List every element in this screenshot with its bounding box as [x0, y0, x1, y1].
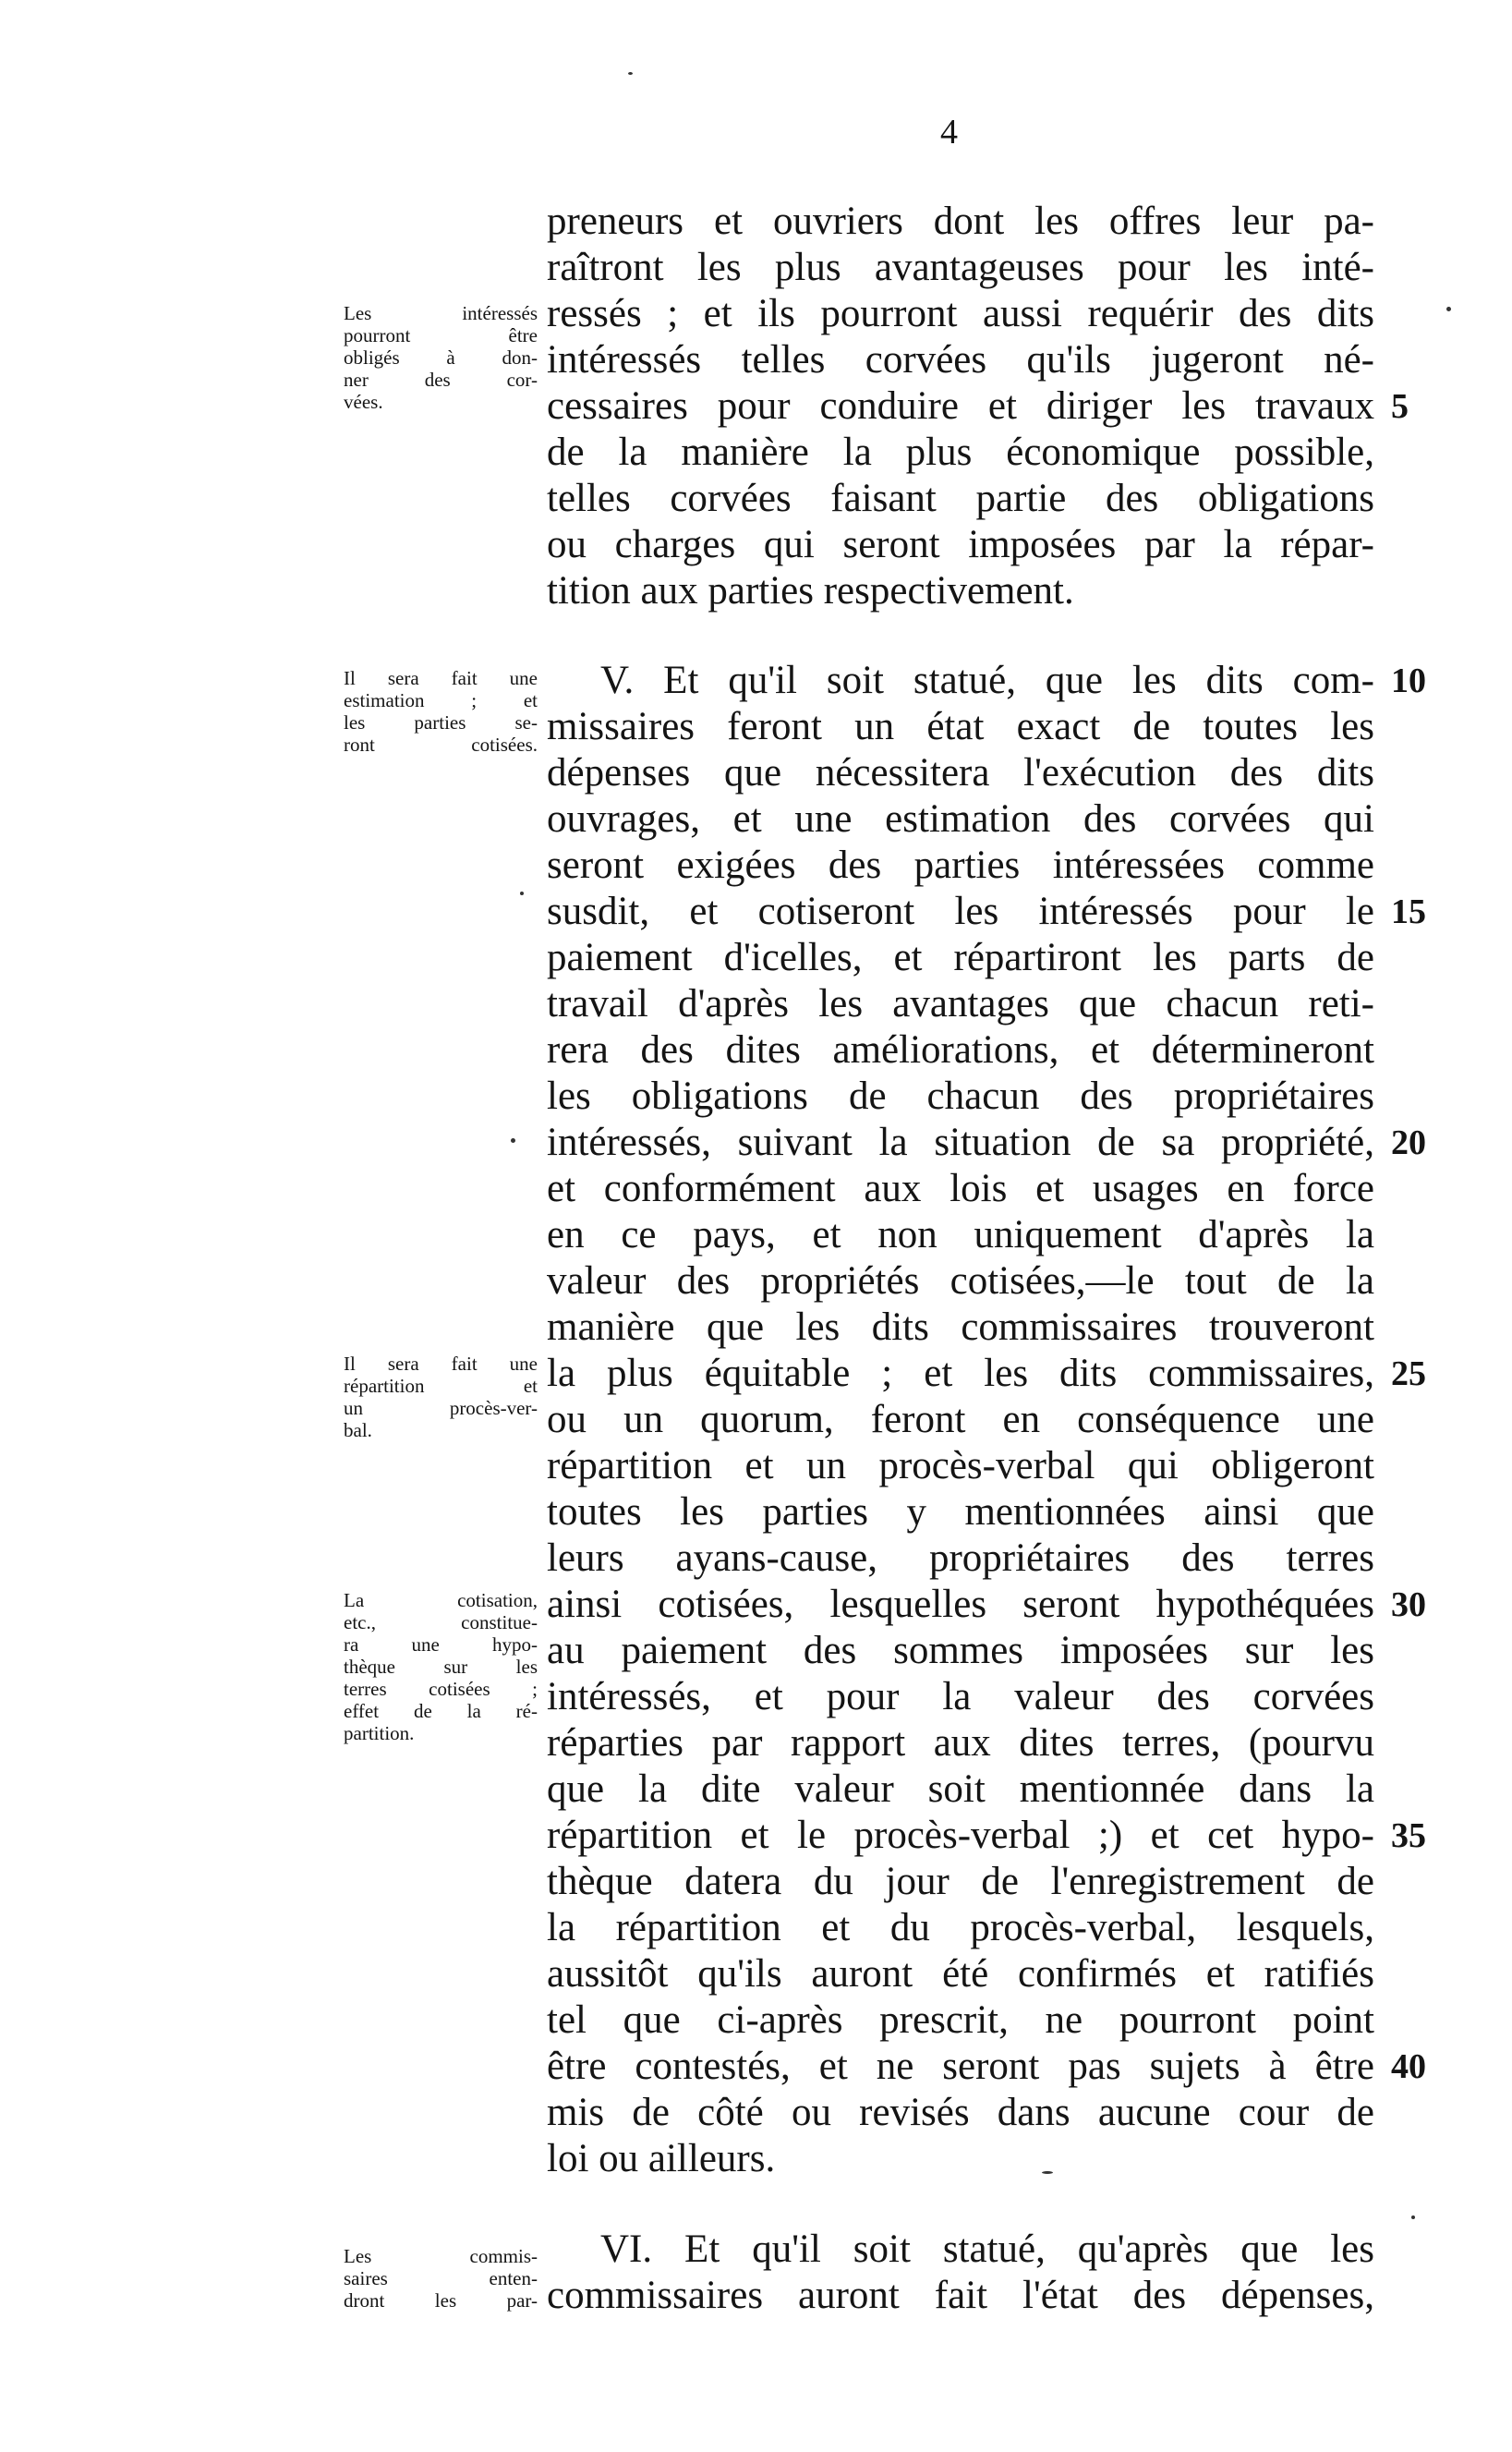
margin-note-line: les parties se- [344, 711, 538, 734]
body-line: de la manière la plus économique possible, [547, 431, 1374, 474]
line-number: 5 [1391, 387, 1409, 426]
section-v-heading-line: V. Et qu'il soit statué, que les dits com- [600, 659, 1374, 702]
margin-note-line: obligés à don- [344, 346, 538, 369]
body-line: au paiement des sommes imposées sur les [547, 1629, 1374, 1672]
line-number: 30 [1391, 1585, 1426, 1624]
body-line: la plus équitable ; et les dits commissaires, [547, 1352, 1374, 1395]
line-number: 40 [1391, 2047, 1426, 2086]
line-number: 15 [1391, 892, 1426, 931]
body-line: intéressés, et pour la valeur des corvées [547, 1675, 1374, 1718]
body-line: missaires feront un état exact de toutes les [547, 705, 1374, 748]
body-line: mis de côté ou revisés dans aucune cour de [547, 2091, 1374, 2134]
body-line: que la dite valeur soit mentionnée dans la [547, 1767, 1374, 1811]
body-line: tel que ci-après prescrit, ne pourront point [547, 1998, 1374, 2042]
margin-note-line: etc., constitue- [344, 1611, 538, 1633]
margin-note-line: répartition et [344, 1375, 538, 1397]
margin-note-line: Les commis- [344, 2245, 538, 2267]
margin-note-line: bal. [344, 1419, 372, 1441]
margin-note-line: Il sera fait une [344, 667, 538, 689]
body-line: seront exigées des parties intéressées comme [547, 844, 1374, 887]
body-line: et conformément aux lois et usages en force [547, 1167, 1374, 1210]
body-line: thèque datera du jour de l'enregistrement de [547, 1860, 1374, 1903]
margin-note-line: effet de la ré- [344, 1700, 538, 1722]
ink-speck [511, 1138, 515, 1143]
margin-note-line: ra une hypo- [344, 1633, 538, 1656]
margin-note-line: saires enten- [344, 2267, 538, 2289]
margin-note-line: vées. [344, 391, 383, 413]
body-line: commissaires auront fait l'état des dépenses, [547, 2274, 1374, 2317]
body-line: ou un quorum, feront en conséquence une [547, 1398, 1374, 1441]
ink-speck [1042, 2171, 1053, 2174]
body-line: loi ou ailleurs. [547, 2137, 776, 2180]
line-number: 35 [1391, 1816, 1426, 1855]
ink-speck [1446, 307, 1451, 311]
ink-speck [1411, 2215, 1415, 2219]
margin-note-line: Les intéressés [344, 302, 538, 324]
body-line: telles corvées faisant partie des obligations [547, 477, 1374, 520]
body-line: manière que les dits commissaires trouveront [547, 1305, 1374, 1349]
page-number: 4 [940, 113, 958, 152]
margin-note-line: partition. [344, 1722, 415, 1744]
body-line: réparties par rapport aux dites terres, (pourvu [547, 1721, 1374, 1765]
body-line: ou charges qui seront imposées par la répar- [547, 523, 1374, 566]
body-line: raîtront les plus avantageuses pour les inté- [547, 246, 1374, 289]
body-line: travail d'après les avantages que chacun reti- [547, 982, 1374, 1026]
body-line: susdit, et cotiseront les intéressés pour le [547, 890, 1374, 933]
body-line: dépenses que nécessitera l'exécution des dits [547, 751, 1374, 795]
margin-note-line: pourront être [344, 324, 538, 346]
margin-note-line: Il sera fait une [344, 1353, 538, 1375]
margin-note-line: terres cotisées ; [344, 1678, 538, 1700]
margin-note-line: thèque sur les [344, 1656, 538, 1678]
margin-note-line: ner des cor- [344, 369, 538, 391]
body-line: les obligations de chacun des propriétaires [547, 1074, 1374, 1118]
body-line: intéressés, suivant la situation de sa propriété, [547, 1121, 1374, 1164]
body-line: leurs ayans-cause, propriétaires des terres [547, 1536, 1374, 1580]
ink-speck [628, 72, 633, 75]
body-line: ouvrages, et une estimation des corvées qui [547, 797, 1374, 841]
margin-note-line: un procès-ver- [344, 1397, 538, 1419]
body-line: tition aux parties respectivement. [547, 569, 1074, 613]
body-line: répartition et un procès-verbal qui obligeront [547, 1444, 1374, 1487]
margin-note-line: dront les par- [344, 2289, 538, 2312]
body-line: intéressés telles corvées qu'ils jugeront né- [547, 338, 1374, 382]
body-line: cessaires pour conduire et diriger les travaux [547, 384, 1374, 428]
section-vi-heading-line: VI. Et qu'il soit statué, qu'après que les [600, 2227, 1374, 2271]
body-line: rera des dites améliorations, et détermineront [547, 1028, 1374, 1072]
margin-note-line: estimation ; et [344, 689, 538, 711]
body-line: ainsi cotisées, lesquelles seront hypothéquées [547, 1583, 1374, 1626]
body-line: en ce pays, et non uniquement d'après la [547, 1213, 1374, 1256]
body-line: toutes les parties y mentionnées ainsi que [547, 1490, 1374, 1534]
body-line: la répartition et du procès-verbal, lesquels, [547, 1906, 1374, 1949]
body-line: aussitôt qu'ils auront été confirmés et ratifiés [547, 1952, 1374, 1996]
body-line: valeur des propriétés cotisées,—le tout de la [547, 1259, 1374, 1303]
margin-note-line: ront cotisées. [344, 734, 538, 756]
body-line: preneurs et ouvriers dont les offres leur pa- [547, 200, 1374, 243]
ink-speck [520, 892, 524, 895]
margin-note-line: La cotisation, [344, 1589, 538, 1611]
body-line: ressés ; et ils pourront aussi requérir des dits [547, 292, 1374, 335]
body-line: être contestés, et ne seront pas sujets à être [547, 2045, 1374, 2088]
line-number: 10 [1391, 662, 1426, 700]
line-number: 25 [1391, 1354, 1426, 1393]
line-number: 20 [1391, 1123, 1426, 1162]
body-line: répartition et le procès-verbal ;) et cet hypo- [547, 1814, 1374, 1857]
body-line: paiement d'icelles, et répartiront les parts de [547, 936, 1374, 979]
